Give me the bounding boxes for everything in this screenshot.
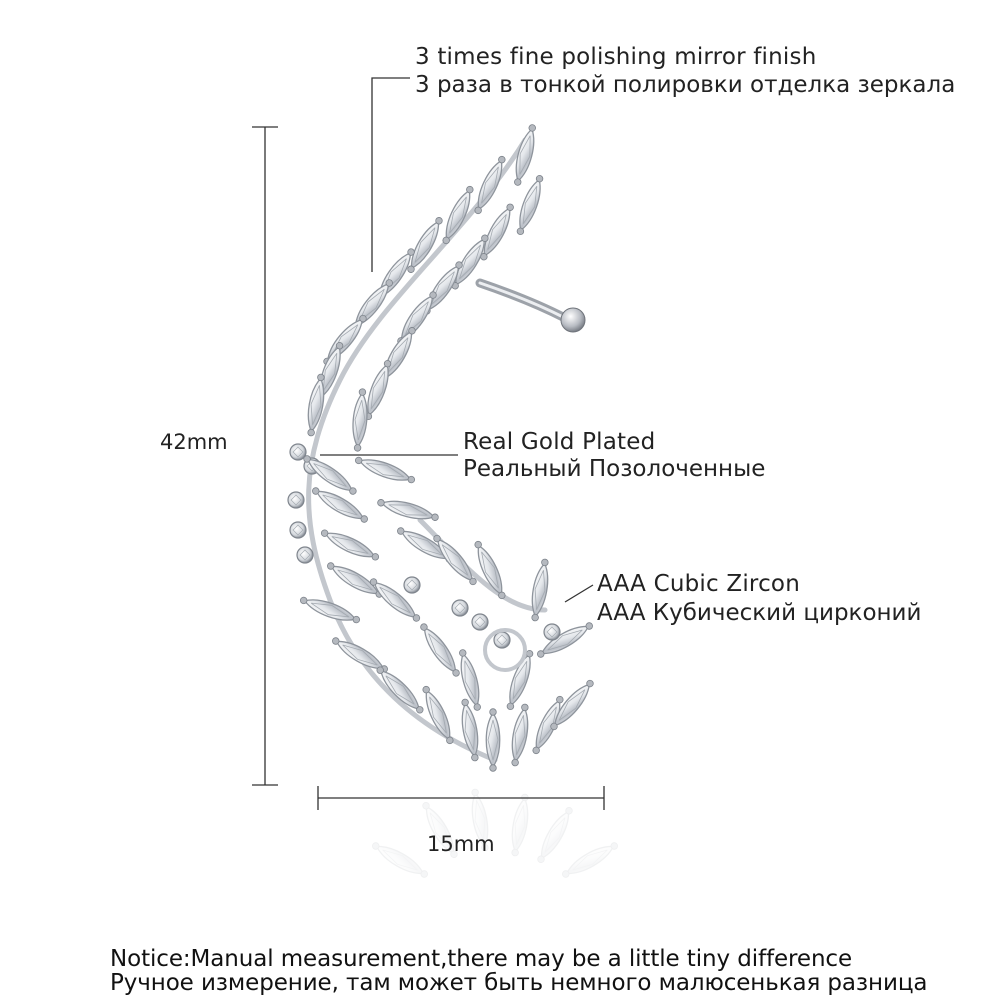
- polish-callout-en: 3 times fine polishing mirror finish: [415, 44, 817, 70]
- callout-lines: [320, 78, 593, 602]
- width-dimension-line: [318, 786, 604, 810]
- height-label: 42mm: [160, 430, 228, 454]
- zircon-callout-ru: AAA Кубический цирконий: [597, 600, 922, 626]
- upper-stone-cluster: [304, 123, 547, 452]
- notice-en: Notice:Manual measurement,there may be a little tiny difference: [110, 946, 853, 972]
- ear-cuff-post: [480, 283, 585, 332]
- polish-callout-ru: 3 раза в тонкой полировки отделка зеркала: [415, 72, 956, 98]
- height-dimension-line: [252, 127, 278, 785]
- gold-callout-en: Real Gold Plated: [463, 429, 656, 455]
- notice-ru: Ручное измерение, там может быть немного малюсенькая разница: [110, 970, 928, 996]
- reflection: [370, 788, 621, 881]
- zircon-callout-en: AAA Cubic Zircon: [597, 571, 800, 597]
- width-label: 15mm: [427, 832, 495, 856]
- gold-callout-ru: Реальный Позолоченные: [463, 456, 766, 482]
